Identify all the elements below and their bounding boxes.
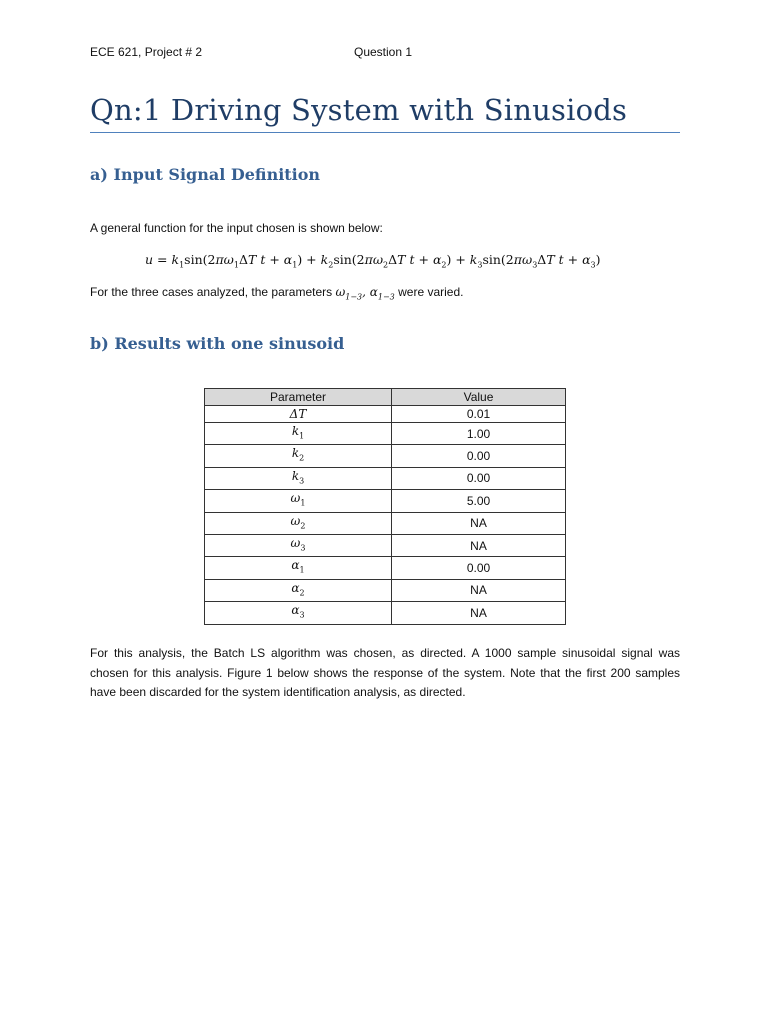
value-cell: NA	[392, 579, 566, 601]
column-header-parameter: Parameter	[205, 389, 392, 406]
section-a-note	[90, 285, 463, 301]
table-row	[205, 423, 566, 445]
param-cell: $\omega_2$	[205, 512, 392, 534]
value-cell: 0.00	[392, 557, 566, 579]
value-cell: NA	[392, 512, 566, 534]
param-cell: $\alpha_2$	[205, 579, 392, 601]
section-a-intro: A general function for the input chosen is shown below:	[90, 221, 383, 235]
page-title: Qn:1 Driving System with Sinusiods	[90, 90, 680, 133]
value-cell: 0.00	[392, 467, 566, 489]
section-b-body: For this analysis, the Batch LS algorithm was chosen, as directed. A 1000 sample sinusoidal signal was chosen for this analysis. Figure 1 below shows the response of the system. Note that the first 200 samples have been discarded for the system identification analysis, as directed.	[90, 646, 680, 699]
column-header-value: Value	[392, 389, 566, 406]
value-cell: 5.00	[392, 490, 566, 512]
value-cell: 0.00	[392, 445, 566, 467]
param-cell: $k_1$	[205, 423, 392, 445]
table-row	[205, 512, 566, 534]
table-row	[205, 445, 566, 467]
section-a-heading: a) Input Signal Definition	[90, 165, 321, 184]
parameter-table	[204, 388, 566, 625]
table-header-row	[205, 389, 566, 406]
table-row	[205, 557, 566, 579]
param-cell: $k_2$	[205, 445, 392, 467]
value-cell: NA	[392, 602, 566, 624]
value-cell: NA	[392, 534, 566, 556]
table-row	[205, 406, 566, 423]
header-question: Question 1	[354, 45, 413, 59]
value-cell: 1.00	[392, 423, 566, 445]
param-cell: $\alpha_1$	[205, 557, 392, 579]
value-cell: 0.01	[392, 406, 566, 423]
note-symbols: $\omega_{1-3}$, $\alpha_{1-3}$	[335, 285, 395, 302]
param-cell: ΔT	[205, 406, 392, 423]
table-row	[205, 579, 566, 601]
table-row	[205, 490, 566, 512]
table-row	[205, 467, 566, 489]
param-cell: $\omega_1$	[205, 490, 392, 512]
param-cell: $\omega_3$	[205, 534, 392, 556]
table-row	[205, 602, 566, 624]
note-prefix: For the three cases analyzed, the parameters	[90, 285, 336, 299]
header-course: ECE 621, Project # 2	[90, 45, 203, 59]
input-equation: $u = k_1\sin(2\pi\omega_1\Delta T$ $t + \alpha_1) + k_2\sin(2\pi\omega_2\Delta T$ $t + \alpha_2) + k_3\sin(2\pi\omega_3\Delta T$ $t + \alpha_3$)	[145, 252, 601, 270]
param-cell: $\alpha_3$	[205, 602, 392, 624]
section-b-heading: b) Results with one sinusoid	[90, 334, 345, 353]
param-cell: $k_3$	[205, 467, 392, 489]
note-suffix: were varied.	[394, 285, 464, 299]
table-row	[205, 534, 566, 556]
